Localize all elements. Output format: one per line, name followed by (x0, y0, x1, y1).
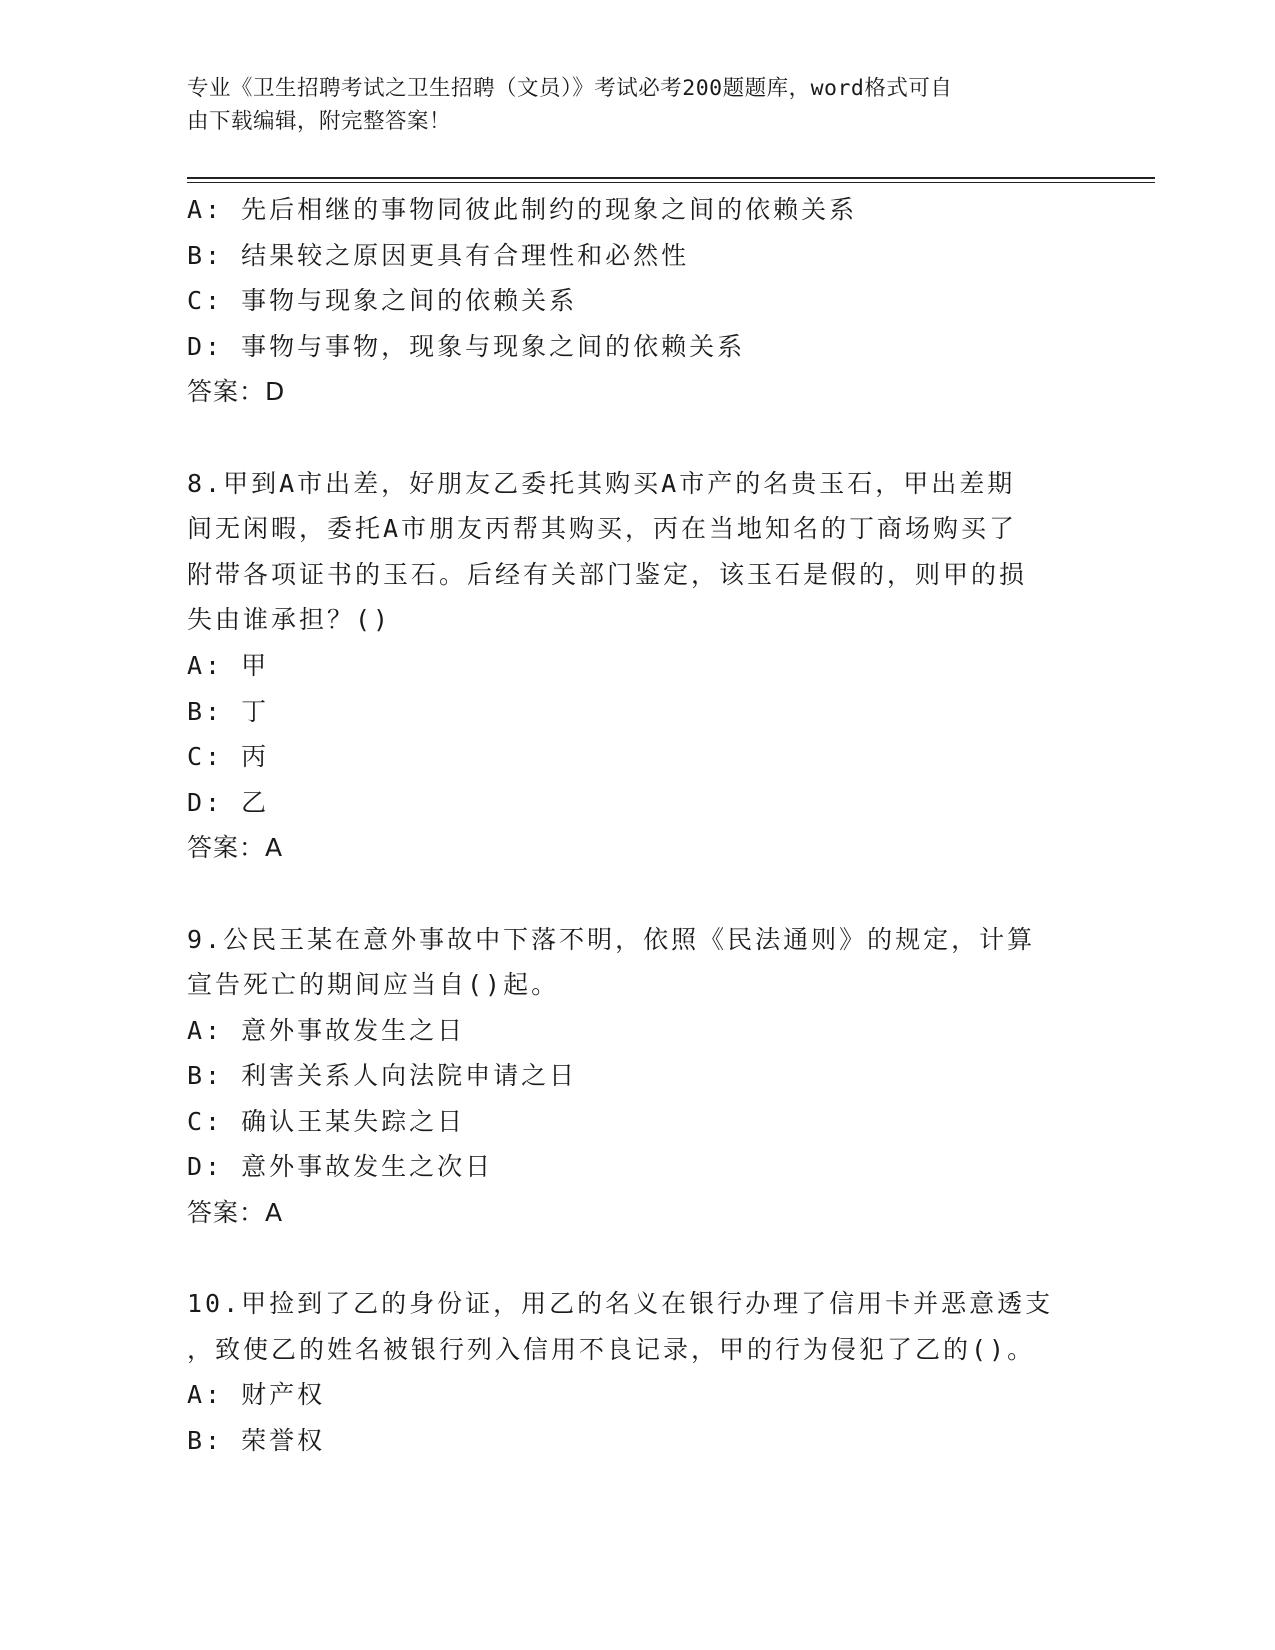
header-rule-thick (187, 177, 1155, 179)
header-rule-thin (187, 182, 1155, 183)
option-b: B: 利害关系人向法院申请之日 (187, 1061, 578, 1091)
option-b: B: 荣誉权 (187, 1426, 326, 1456)
option-c: C: 丙 (187, 742, 270, 772)
question-stem-line: ，致使乙的姓名被银行列入信用不良记录，甲的行为侵犯了乙的()。 (187, 1334, 1036, 1364)
question-stem-line: 间无闲暇，委托A市朋友丙帮其购买，丙在当地知名的丁商场购买了 (187, 514, 1018, 544)
option-d: D: 乙 (187, 787, 270, 817)
question-list (187, 187, 1087, 1464)
question-stem-line: 10.甲捡到了乙的身份证，用乙的名义在银行办理了信用卡并恶意透支 (187, 1289, 1054, 1319)
option-d: D: 意外事故发生之次日 (187, 1152, 494, 1182)
answer: 答案：A (187, 1198, 284, 1228)
question-stem-line: 失由谁承担？() (187, 605, 392, 635)
answer: 答案：D (187, 377, 286, 407)
question-9 (187, 917, 1087, 1236)
option-b: B: 结果较之原因更具有合理性和必然性 (187, 240, 690, 270)
option-d: D: 事物与事物，现象与现象之间的依赖关系 (187, 331, 746, 361)
question-stem-line: 8.甲到A市出差，好朋友乙委托其购买A市产的名贵玉石，甲出差期 (187, 468, 1016, 498)
question-stem-line: 附带各项证书的玉石。后经有关部门鉴定，该玉石是假的，则甲的损 (187, 559, 1028, 589)
option-a: A: 甲 (187, 650, 270, 680)
answer: 答案：A (187, 833, 284, 863)
question-7 (187, 187, 1087, 415)
question-8 (187, 461, 1087, 871)
option-b: B: 丁 (187, 696, 270, 726)
option-a: A: 财产权 (187, 1380, 326, 1410)
option-a: A: 先后相继的事物同彼此制约的现象之间的依赖关系 (187, 195, 858, 224)
option-c: C: 确认王某失踪之日 (187, 1106, 466, 1136)
header-line-2: 由下载编辑，附完整答案！ (187, 109, 452, 134)
header-line-1: 专业《卫生招聘考试之卫生招聘（文员）》考试必考200题题库，word格式可自 (187, 76, 953, 101)
question-stem-line: 宣告死亡的期间应当自()起。 (187, 970, 560, 1000)
option-a: A: 意外事故发生之日 (187, 1015, 466, 1045)
document-header (187, 72, 1067, 138)
option-c: C: 事物与现象之间的依赖关系 (187, 286, 578, 316)
question-stem-line: 9.公民王某在意外事故中下落不明，依照《民法通则》的规定，计算 (187, 924, 1036, 954)
question-10 (187, 1281, 1087, 1463)
